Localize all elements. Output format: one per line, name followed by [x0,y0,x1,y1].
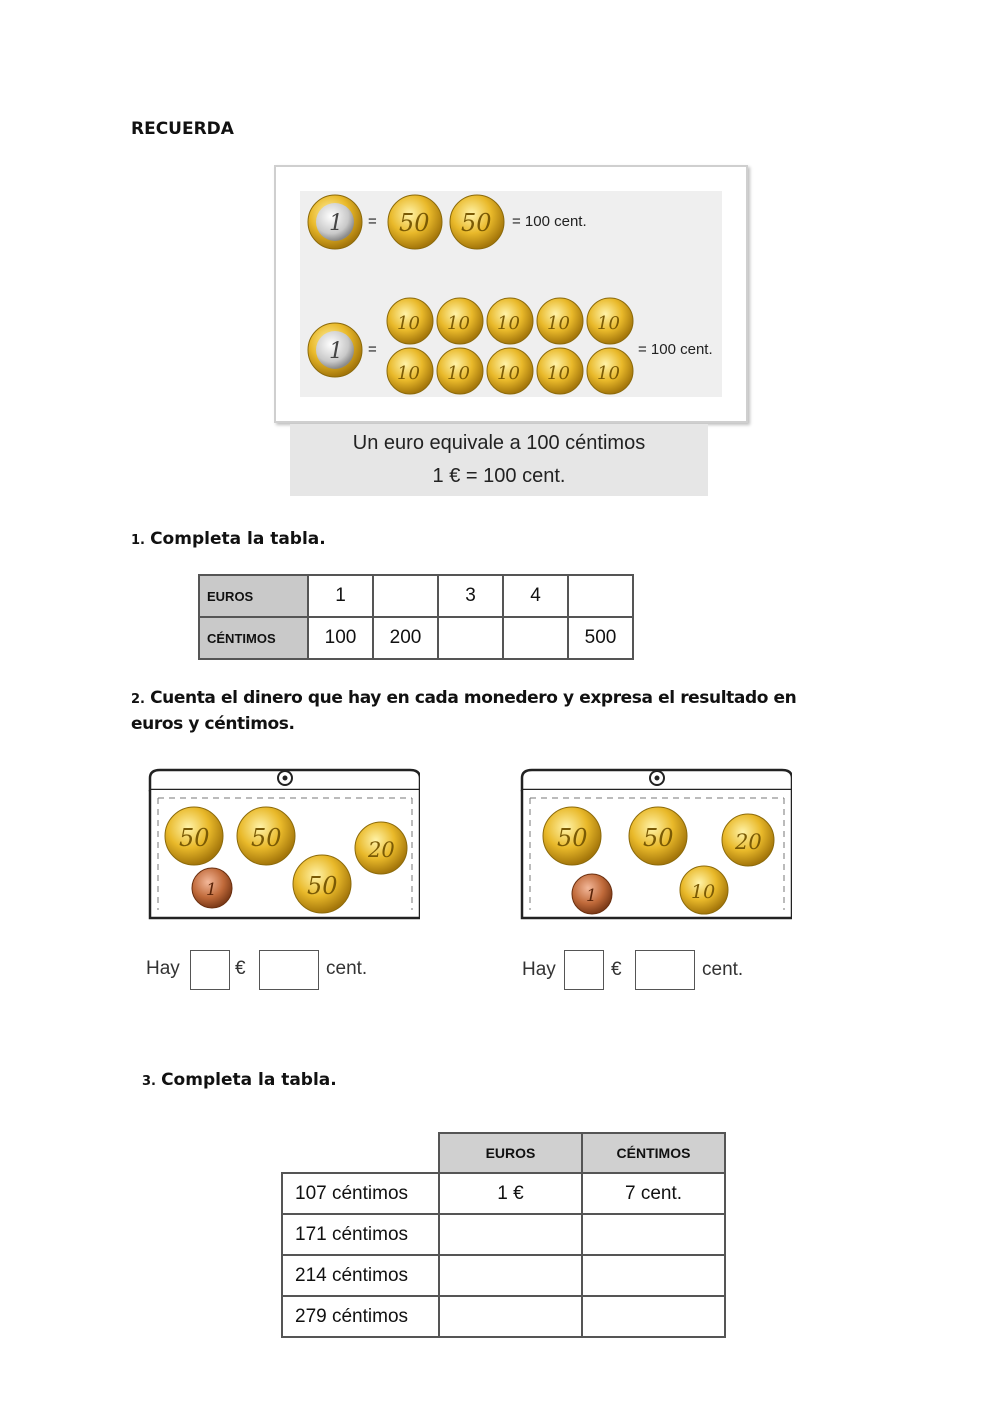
purse-2 [518,766,792,926]
euros-cell[interactable]: 1 € [439,1173,582,1214]
ex2-number: 2. [131,692,145,707]
ex3-table [281,1132,726,1338]
cents-cell[interactable] [582,1296,725,1337]
euros-cell[interactable] [439,1255,582,1296]
svg-text:20: 20 [735,830,762,854]
cents-column-header: CÉNTIMOS [582,1133,725,1173]
svg-text:50: 50 [461,209,492,237]
ex1-title: Completa la tabla. [150,529,326,549]
euros-cell[interactable]: 4 [503,575,568,617]
fifty-cent-coin-icon [293,855,351,913]
svg-text:10: 10 [497,313,520,334]
euro-symbol: € [611,959,622,980]
table-row [282,1173,725,1214]
twenty-cent-coin-icon [355,822,407,874]
row2-result: = 100 cent. [638,341,713,358]
ex3-header-row [282,1133,725,1173]
cents-cell[interactable]: 7 cent. [582,1173,725,1214]
fifty-cent-coin-icon [543,807,601,865]
euros-cell[interactable] [568,575,633,617]
table-row [282,1214,725,1255]
cent-label: cent. [326,958,368,979]
fifty-cent-coin-icon [165,807,223,865]
fifty-cent-coin-icon [629,807,687,865]
euros-cell[interactable] [373,575,438,617]
svg-text:1: 1 [586,886,597,906]
row-label: 279 céntimos [282,1296,439,1337]
svg-text:10: 10 [497,363,520,384]
euro-symbol: € [235,958,246,979]
svg-text:10: 10 [397,313,420,334]
row-label: 214 céntimos [282,1255,439,1296]
row1-result: = 100 cent. [512,213,587,230]
euros-cell[interactable] [439,1296,582,1337]
euro-coin-value: 1 [329,211,343,236]
euro-coin-icon [306,193,364,251]
purse-2-answer [522,957,822,997]
fifty-cent-coin-icon [448,193,506,251]
svg-text:50: 50 [557,824,588,852]
svg-text:1: 1 [206,880,217,900]
svg-text:10: 10 [691,881,716,903]
cents-row [199,617,633,659]
ex1-heading [131,529,326,549]
svg-text:20: 20 [368,838,395,862]
purse-1-answer [146,956,446,996]
recuerda-coins-panel [300,191,722,397]
svg-text:10: 10 [447,313,470,334]
twenty-cent-coin-icon [722,814,774,866]
empty-corner [282,1133,439,1173]
svg-text:10: 10 [547,363,570,384]
cents-answer-box[interactable] [259,950,319,990]
cents-cell[interactable]: 500 [568,617,633,659]
euros-cell[interactable]: 1 [308,575,373,617]
euros-cell[interactable] [439,1214,582,1255]
svg-text:10: 10 [547,313,570,334]
svg-text:50: 50 [643,824,674,852]
cents-cell[interactable] [582,1214,725,1255]
cents-row-label: CÉNTIMOS [199,617,308,659]
euros-row-label: EUROS [199,575,308,617]
hay-label: Hay [146,958,180,979]
svg-text:50: 50 [179,824,210,852]
fifty-cent-coin-icon [386,193,444,251]
euros-row [199,575,633,617]
summary-line-1: Un euro equivale a 100 céntimos [352,432,646,454]
recuerda-box [274,165,748,423]
euros-answer-box[interactable] [564,950,604,990]
one-cent-coin-icon [192,868,232,908]
fifty-cent-coin-icon [237,807,295,865]
svg-text:50: 50 [399,209,430,237]
cents-answer-box[interactable] [635,950,695,990]
ex3-heading [142,1070,337,1090]
row2-equals: = [368,341,377,358]
cents-cell[interactable] [438,617,503,659]
purse-1 [146,766,420,926]
cents-cell[interactable]: 200 [373,617,438,659]
svg-text:10: 10 [597,363,620,384]
ex1-number: 1. [131,533,145,548]
ten-cent-coins-group [386,295,636,399]
row-label: 171 céntimos [282,1214,439,1255]
ten-cent-coin-icon [680,866,728,914]
svg-text:1: 1 [329,339,343,364]
euro-coin-icon [306,321,364,379]
svg-text:50: 50 [307,872,338,900]
cent-label: cent. [702,959,744,980]
summary-line-2: 1 € = 100 cent. [432,465,566,487]
hay-label: Hay [522,959,556,980]
one-cent-coin-icon [572,874,612,914]
svg-text:10: 10 [447,363,470,384]
ex3-number: 3. [142,1074,156,1089]
euros-cell[interactable]: 3 [438,575,503,617]
ex1-table [198,574,634,660]
cents-cell[interactable]: 100 [308,617,373,659]
table-row [282,1296,725,1337]
ex2-heading [131,686,811,736]
euros-column-header: EUROS [439,1133,582,1173]
table-row [282,1255,725,1296]
svg-text:50: 50 [251,824,282,852]
row1-equals: = [368,213,377,230]
cents-cell[interactable] [503,617,568,659]
row-label: 107 céntimos [282,1173,439,1214]
svg-text:10: 10 [397,363,420,384]
recuerda-title: RECUERDA [131,119,234,139]
summary-box [290,424,708,496]
ex3-title: Completa la tabla. [161,1070,337,1090]
svg-text:10: 10 [597,313,620,334]
cents-cell[interactable] [582,1255,725,1296]
euros-answer-box[interactable] [190,950,230,990]
ex2-title: Cuenta el dinero que hay en cada monedero y expresa el resultado en euros y céntimos. [131,688,797,734]
